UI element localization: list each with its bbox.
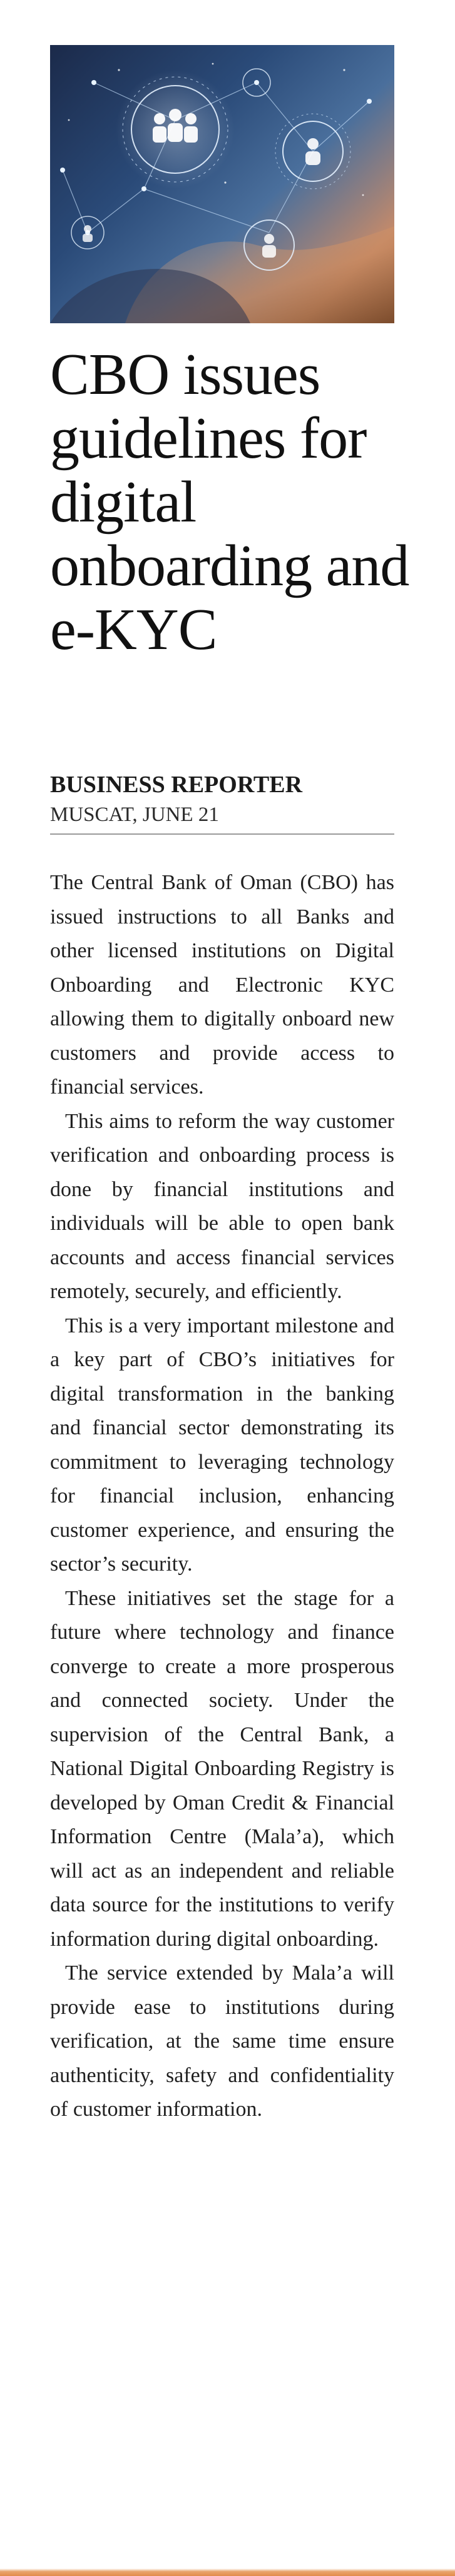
paragraph: This is a very important milestone and a key part of CBO’s initiatives for digital transformation in the banking and financial sector demonstrating its commitment to leveraging technology for financial inclusion, enhancing customer experience, and ensuring the sector’s security. xyxy=(50,1314,394,1576)
article-body xyxy=(50,866,394,2127)
accent-bar xyxy=(0,2568,455,2576)
headline: CBO issues guidelines for digital onboarding and e-KYC xyxy=(50,342,409,662)
byline-divider xyxy=(50,833,394,835)
dateline: MUSCAT, JUNE 21 xyxy=(50,803,219,826)
paragraph: These initiatives set the stage for a future where technology and finance converge to create a more prosperous and connected society. Under the supervision of the Central Bank, a National Digital Onboarding Registry is developed by Oman Credit & Financial Information Centre (Mala’a), which will act as an independent and reliable data source for the institutions to verify information during digital onboarding. xyxy=(50,1586,394,1951)
paragraph: The service extended by Mala’a will provide ease to institutions during verification, at the same time ensure authenticity, safety and confidentiality of customer information. xyxy=(50,1961,394,2121)
byline: BUSINESS REPORTER xyxy=(50,772,303,798)
digital-network-people-icon xyxy=(50,45,394,323)
paragraph: This aims to reform the way customer verification and onboarding process is done by financial institutions and individuals will be able to open bank accounts and access financial services remotely, securely, and efficiently. xyxy=(50,1109,394,1303)
paragraph: The Central Bank of Oman (CBO) has issued instructions to all Banks and other licensed institutions on Digital Onboarding and Electronic KYC allowing them to digitally onboard new customers and provide access to financial services. xyxy=(50,871,394,1099)
article-photo xyxy=(50,45,394,323)
